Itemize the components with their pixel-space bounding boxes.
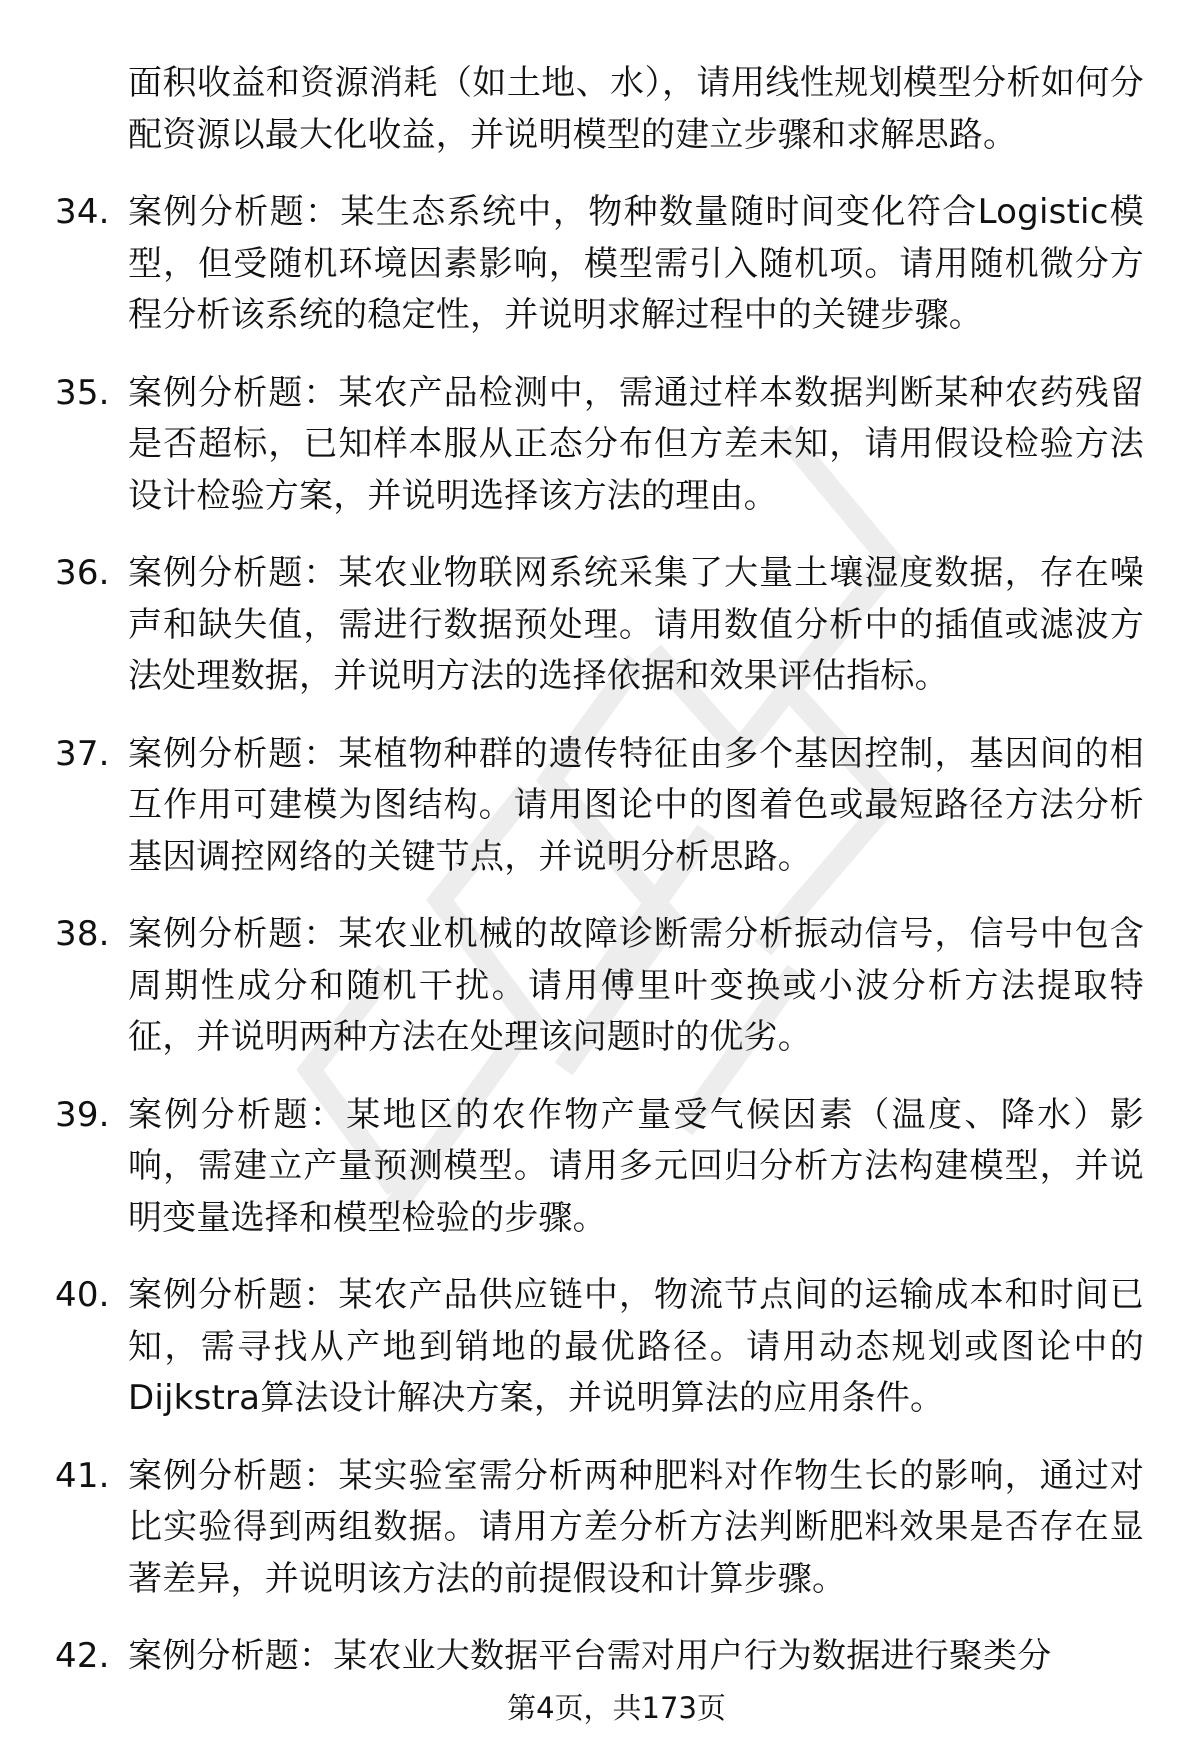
question-item-40 xyxy=(0,1270,1144,1425)
question-item-39 xyxy=(0,1090,1144,1245)
question-item-37 xyxy=(0,729,1144,884)
question-number: 37. xyxy=(55,733,110,774)
question-continuation xyxy=(0,58,1144,161)
question-item-38 xyxy=(0,909,1144,1064)
question-text: 案例分析题：某地区的农作物产量受气候因素（温度、降水）影响，需建立产量预测模型。请用多元回归分析方法构建模型，并说明变量选择和模型检验的步骤。 xyxy=(128,1094,1144,1238)
question-number: 40. xyxy=(55,1275,110,1315)
question-text: 案例分析题：某农产品检测中，需通过样本数据判断某种农药残留是否超标，已知样本服从正态分布但方差未知，请用假设检验方法设计检验方案，并说明选择该方法的理由。 xyxy=(128,372,1144,516)
question-number: 39. xyxy=(55,1094,110,1135)
question-number: 34. xyxy=(55,192,110,232)
question-number: 38. xyxy=(55,914,110,954)
question-text: 面积收益和资源消耗（如土地、水），请用线性规划模型分析如何分配资源以最大化收益，并说明模型的建立步骤和求解思路。 xyxy=(128,63,1144,155)
question-list xyxy=(0,58,1200,1709)
page-number-label: 第4页，共173页 xyxy=(507,1691,726,1725)
question-text: 案例分析题：某实验室需分析两种肥料对作物生长的影响，通过对比实验得到两组数据。请用方差分析方法判断肥料效果是否存在显著差异，并说明该方法的前提假设和计算步骤。 xyxy=(128,1455,1144,1599)
question-number: 36. xyxy=(55,553,110,593)
question-number: 41. xyxy=(55,1455,110,1496)
question-item-41 xyxy=(0,1451,1144,1606)
question-text: 案例分析题：某农业机械的故障诊断需分析振动信号，信号中包含周期性成分和随机干扰。请用傅里叶变换或小波分析方法提取特征，并说明两种方法在处理该问题时的优劣。 xyxy=(128,914,1144,1057)
question-text: 案例分析题：某农产品供应链中，物流节点间的运输成本和时间已知，需寻找从产地到销地的最优路径。请用动态规划或图论中的Dijkstra算法设计解决方案，并说明算法的应用条件。 xyxy=(128,1275,1144,1418)
question-number: 35. xyxy=(55,372,110,413)
question-text: 案例分析题：某农业大数据平台需对用户行为数据进行聚类分 xyxy=(128,1636,1052,1676)
question-item-36 xyxy=(0,548,1144,703)
question-text: 案例分析题：某植物种群的遗传特征由多个基因控制，基因间的相互作用可建模为图结构。请用图论中的图着色或最短路径方法分析基因调控网络的关键节点，并说明分析思路。 xyxy=(128,733,1144,877)
question-text: 案例分析题：某农业物联网系统采集了大量土壤湿度数据，存在噪声和缺失值，需进行数据预处理。请用数值分析中的插值或滤波方法处理数据，并说明方法的选择依据和效果评估指标。 xyxy=(128,553,1144,696)
question-number: 42. xyxy=(55,1636,110,1676)
question-item-35 xyxy=(0,368,1144,523)
question-item-34 xyxy=(0,187,1144,342)
page-footer xyxy=(0,1688,1200,1728)
question-text: 案例分析题：某生态系统中，物种数量随时间变化符合Logistic模型，但受随机环境因素影响，模型需引入随机项。请用随机微分方程分析该系统的稳定性，并说明求解过程中的关键步骤。 xyxy=(128,192,1144,335)
question-item-42 xyxy=(0,1631,1144,1683)
